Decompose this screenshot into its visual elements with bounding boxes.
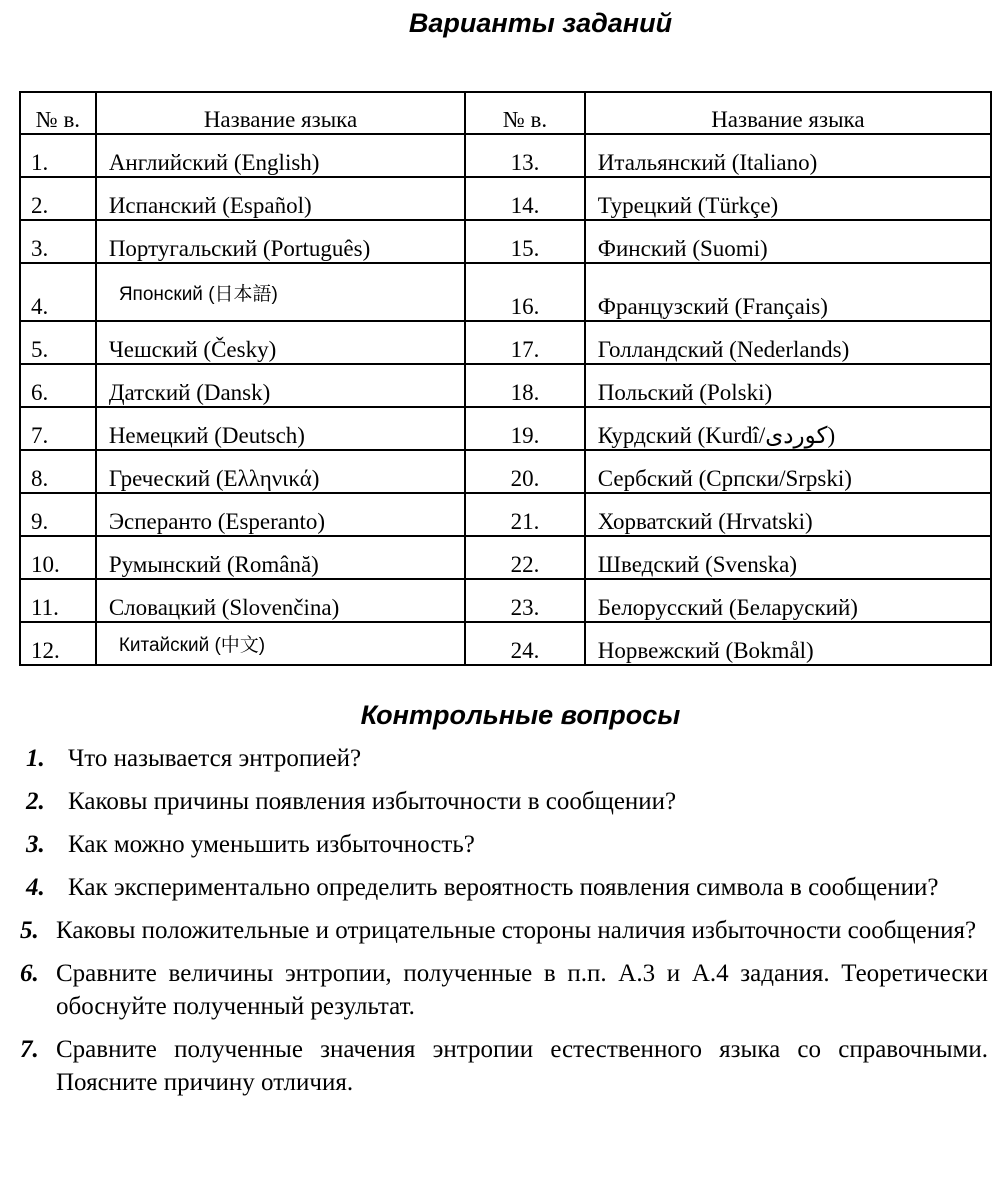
table-row [20, 407, 991, 450]
list-item [20, 871, 988, 904]
question-number: 4. [26, 874, 45, 901]
variant-number: 5. [20, 321, 96, 364]
table-row [20, 220, 991, 263]
variant-number: 23. [465, 579, 585, 622]
table-row [20, 134, 991, 177]
table-row [20, 177, 991, 220]
variant-number: 16. [465, 263, 585, 321]
header-language-name: Название языка [96, 92, 465, 134]
variant-number: 17. [465, 321, 585, 364]
language-name: Итальянский (Italiano) [585, 134, 991, 177]
variant-number: 4. [20, 263, 96, 321]
variant-number: 19. [465, 407, 585, 450]
language-name: Французский (Français) [585, 263, 991, 321]
variant-number: 11. [20, 579, 96, 622]
table-row [20, 579, 991, 622]
language-name: Словацкий (Slovenčina) [96, 579, 465, 622]
language-name: Курдский (Kurdî/كوردی) [585, 407, 991, 450]
question-text: Что называется энтропией? [68, 745, 362, 772]
list-item [20, 957, 988, 1023]
table-row [20, 263, 991, 321]
variant-number: 22. [465, 536, 585, 579]
list-item [20, 914, 988, 947]
variant-number: 6. [20, 364, 96, 407]
language-name: Сербский (Српски/Srpski) [585, 450, 991, 493]
language-name: Голландский (Nederlands) [585, 321, 991, 364]
language-name: Греческий (Ελληνικά) [96, 450, 465, 493]
language-name: Польский (Polski) [585, 364, 991, 407]
table-row [20, 321, 991, 364]
question-number: 2. [26, 788, 45, 815]
variants-table [19, 91, 992, 666]
language-name: Португальский (Português) [96, 220, 465, 263]
variant-number: 12. [20, 622, 96, 665]
header-language-name: Название языка [585, 92, 991, 134]
language-name: Румынский (Română) [96, 536, 465, 579]
variant-number: 3. [20, 220, 96, 263]
question-number: 1. [26, 745, 45, 772]
language-name: Шведский (Svenska) [585, 536, 991, 579]
question-text: Как можно уменьшить избыточность? [68, 831, 475, 858]
list-item [20, 1033, 988, 1099]
table-row [20, 622, 991, 665]
list-item [20, 785, 988, 818]
question-number: 3. [26, 831, 45, 858]
variant-number: 15. [465, 220, 585, 263]
table-row [20, 450, 991, 493]
question-text: Сравните полученные значения энтропии естественного языка со справочными. Поясните причину отличия. [56, 1036, 988, 1096]
table-row [20, 364, 991, 407]
variant-number: 10. [20, 536, 96, 579]
header-variant-number: № в. [465, 92, 585, 134]
language-name: Эсперанто (Esperanto) [96, 493, 465, 536]
table-row [20, 536, 991, 579]
question-text: Каковы причины появления избыточности в сообщении? [68, 788, 677, 815]
table-row [20, 493, 991, 536]
header-variant-number: № в. [20, 92, 96, 134]
language-name: Финский (Suomi) [585, 220, 991, 263]
language-name: Чешский (Česky) [96, 321, 465, 364]
language-name: Немецкий (Deutsch) [96, 407, 465, 450]
variant-number: 8. [20, 450, 96, 493]
questions-title: Контрольные вопросы [360, 700, 681, 730]
questions-list [20, 742, 988, 1109]
language-name: Норвежский (Bokmål) [585, 622, 991, 665]
list-item [20, 742, 988, 775]
variant-number: 21. [465, 493, 585, 536]
language-name: Хорватский (Hrvatski) [585, 493, 991, 536]
variant-number: 2. [20, 177, 96, 220]
language-name: Английский (English) [96, 134, 465, 177]
language-name: Японский (日本語) [96, 263, 465, 321]
variant-number: 20. [465, 450, 585, 493]
language-name: Испанский (Español) [96, 177, 465, 220]
variant-number: 1. [20, 134, 96, 177]
variant-number: 18. [465, 364, 585, 407]
table-header-row [20, 92, 991, 134]
language-name: Турецкий (Türkçe) [585, 177, 991, 220]
question-number: 6. [20, 960, 39, 987]
question-number: 7. [20, 1036, 39, 1063]
language-name: Белорусский (Беларуский) [585, 579, 991, 622]
language-name: Датский (Dansk) [96, 364, 465, 407]
variant-number: 13. [465, 134, 585, 177]
variant-number: 24. [465, 622, 585, 665]
variant-number: 14. [465, 177, 585, 220]
variant-number: 7. [20, 407, 96, 450]
question-text: Каковы положительные и отрицательные стороны наличия избыточности сообщения? [56, 917, 977, 944]
list-item [20, 828, 988, 861]
question-number: 5. [20, 917, 39, 944]
question-text: Как экспериментально определить вероятность появления символа в сообщении? [68, 874, 939, 901]
language-name: Китайский (中文) [96, 622, 465, 665]
question-text: Сравните величины энтропии, полученные в п.п. А.3 и А.4 задания. Теоретически обоснуйте полученный результат. [56, 960, 988, 1020]
variant-number: 9. [20, 493, 96, 536]
variants-title: Варианты заданий [408, 8, 673, 38]
